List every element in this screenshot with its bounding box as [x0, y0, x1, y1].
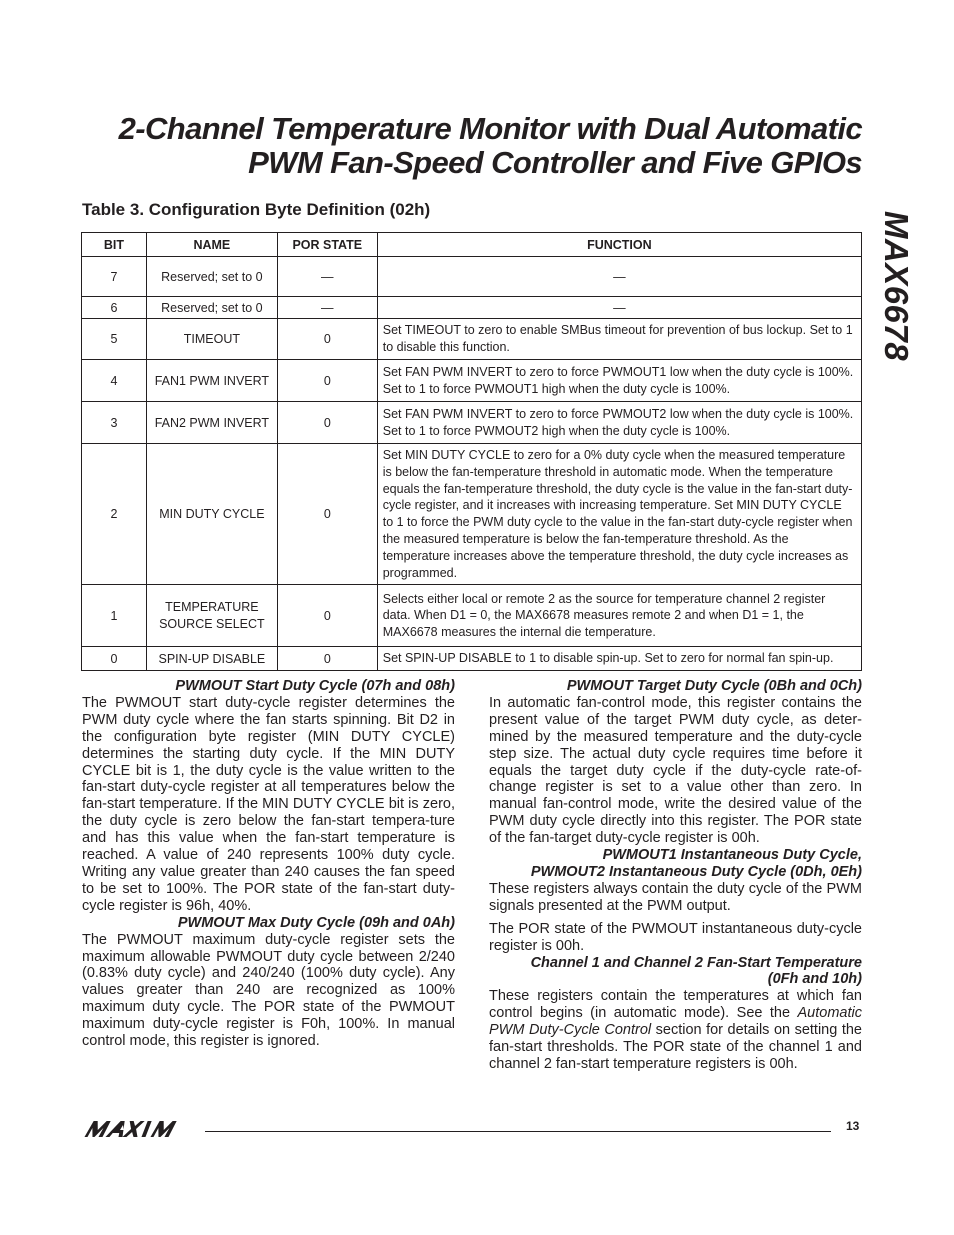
- cell-bit: 3: [82, 402, 147, 444]
- left-text-column: [82, 678, 455, 1050]
- header-name: NAME: [146, 233, 277, 257]
- cell-bit: 2: [82, 444, 147, 585]
- table-caption: Table 3. Configuration Byte Definition (02h): [82, 200, 431, 219]
- cell-bit: 4: [82, 360, 147, 402]
- cell-function: Set FAN PWM INVERT to zero to force PWMOUT2 low when the duty cycle is 100%. Set to 1 to force PWMOUT2 high when the duty cycle is 100%.: [377, 402, 861, 444]
- paragraph-fan-start: [489, 988, 862, 1073]
- part-number-text: MAX6678: [878, 210, 915, 362]
- cell-function: Set SPIN-UP DISABLE to 1 to disable spin-up. Set to zero for normal fan spin-up.: [377, 647, 861, 671]
- table-row: [82, 360, 862, 402]
- table-row: [82, 257, 862, 297]
- table-row: [82, 402, 862, 444]
- cell-name: FAN2 PWM INVERT: [146, 402, 277, 444]
- paragraph-max-duty: The PWMOUT maximum duty-cycle register sets the maximum allowable PWMOUT duty cycle between 2/240 (0.83% duty cycle) and 240/240 (100% duty cycle). Any values greater than 240 are recognized as 100% maximum duty cycle. The POR state of the PWMOUT maximum duty-cycle register is F0h, 100%. In manual control mode, this register is ignored.: [82, 931, 455, 1050]
- cell-function: —: [377, 297, 861, 319]
- cell-por: 0: [277, 402, 377, 444]
- title-line-1: 2-Channel Temperature Monitor with Dual Automatic: [118, 111, 862, 146]
- cell-bit: 0: [82, 647, 147, 671]
- page-number: 13: [846, 1119, 860, 1133]
- cell-name: Reserved; set to 0: [146, 257, 277, 297]
- cell-function: Set FAN PWM INVERT to zero to force PWMOUT1 low when the duty cycle is 100%. Set to 1 to force PWMOUT1 high when the duty cycle is 100%.: [377, 360, 861, 402]
- cell-bit: 6: [82, 297, 147, 319]
- cell-name: MIN DUTY CYCLE: [146, 444, 277, 585]
- header-function: FUNCTION: [377, 233, 861, 257]
- title-line-2: PWM Fan-Speed Controller and Five GPIOs: [248, 145, 862, 180]
- cell-por: 0: [277, 585, 377, 647]
- section-heading-instantaneous-line-2: PWMOUT2 Instantaneous Duty Cycle (0Dh, 0Eh): [530, 863, 862, 880]
- header-por-state: POR STATE: [277, 233, 377, 257]
- paragraph-target-duty: In automatic fan-control mode, this register contains the present value of the target PWM duty cycle, as deter-mined by the measured temperature and the duty-cycle step size. The actual duty cycle requires time before it equals the target duty cycle if the duty-cycle rate-of-change register is set to a value other than zero. In manual fan-control mode, write the desired value of the PWM duty cycle directly into this register. The POR state of the fan-target duty-cycle register is 00h.: [489, 694, 862, 847]
- table-row: [82, 585, 862, 647]
- cell-name: Reserved; set to 0: [146, 297, 277, 319]
- cell-por: 0: [277, 319, 377, 360]
- cell-function: Set TIMEOUT to zero to enable SMBus timeout for prevention of bus lockup. Set to 1 to disable this function.: [377, 319, 861, 360]
- section-heading-fan-start-line-2: (0Fh and 10h): [767, 971, 862, 988]
- table-row: [82, 647, 862, 671]
- table-row: [82, 297, 862, 319]
- cell-bit: 1: [82, 585, 147, 647]
- section-heading-fan-start-line-1: Channel 1 and Channel 2 Fan-Start Temperature: [530, 954, 862, 971]
- cell-por: 0: [277, 360, 377, 402]
- right-text-column: [489, 678, 862, 1073]
- section-heading-target-duty: PWMOUT Target Duty Cycle (0Bh and 0Ch): [566, 678, 862, 694]
- cell-name: TIMEOUT: [146, 319, 277, 360]
- paragraph-instantaneous-1: These registers always contain the duty cycle of the PWM signals presented at the PWM output.: [489, 880, 862, 914]
- part-number-side-label: [873, 206, 919, 366]
- header-bit: BIT: [82, 233, 147, 257]
- maxim-logo-icon: [84, 1120, 192, 1138]
- maxim-logo: [84, 1120, 192, 1143]
- cell-por: —: [277, 297, 377, 319]
- paragraph-start-duty: The PWMOUT start duty-cycle register determines the PWM duty cycle where the fan starts spinning. Bit D2 in the configuration byte register (MIN DUTY CYCLE) determines the starting duty cycle. If the MIN DUTY CYCLE bit is 1, the duty cycle is the value written to the fan-start duty-cycle register at all temperatures below the fan-start temperature. If the MIN DUTY CYCLE bit is zero, the duty cycle is zero below the fan-start tempera-ture and has this value when the fan-start temperature is reached. A value of 240 represents 100% duty cycle. Writing any value greater than 240 causes the fan speed to be set to 100%. The POR state of the fan-start duty-cycle register is 96h, 40%.: [82, 694, 455, 914]
- section-heading-start-duty: PWMOUT Start Duty Cycle (07h and 08h): [175, 678, 455, 694]
- fan-start-text-a: These registers contain the temperatures at which fan control begins (in automatic mode). See the: [489, 988, 862, 1022]
- document-title: [62, 112, 862, 180]
- cell-name: SPIN-UP DISABLE: [146, 647, 277, 671]
- cell-name: TEMPERATURE SOURCE SELECT: [146, 585, 277, 647]
- section-heading-instantaneous-line-1: PWMOUT1 Instantaneous Duty Cycle,: [602, 847, 862, 864]
- table-header-row: [82, 233, 862, 257]
- table-row: [82, 319, 862, 360]
- cell-bit: 7: [82, 257, 147, 297]
- fan-start-section-reference: Automatic PWM Duty-Cycle Control: [489, 1005, 862, 1039]
- table-row: [82, 444, 862, 585]
- footer-rule: [205, 1131, 831, 1132]
- configuration-byte-table: [81, 232, 862, 671]
- cell-function: Selects either local or remote 2 as the source for temperature channel 2 register data. When D1 = 0, the MAX6678 measures remote 2 and when D1 = 1, the MAX6678 measures the internal die temperature.: [377, 585, 861, 647]
- fan-start-text-b: section for details on setting the fan-start thresholds. The POR state of the channel 1 and channel 2 fan-start temperature registers is 00h.: [489, 1022, 862, 1072]
- section-heading-max-duty: PWMOUT Max Duty Cycle (09h and 0Ah): [177, 914, 455, 931]
- cell-por: 0: [277, 647, 377, 671]
- cell-function: Set MIN DUTY CYCLE to zero for a 0% duty cycle when the measured temperature is below the fan-temperature threshold in automatic mode. When the temperature equals the fan-temperature threshold, the duty cycle is the value in the fan-start duty-cycle register, and it increases with increasing temperature. Set MIN DUTY CYCLE to 1 to force the PWM duty cycle to the value in the fan-start duty-cycle register when the measured temperature is below the fan-temperature threshold. As the temperature increases above the temperature threshold, the duty cycle increases as programmed.: [377, 444, 861, 585]
- cell-bit: 5: [82, 319, 147, 360]
- cell-name: FAN1 PWM INVERT: [146, 360, 277, 402]
- cell-por: —: [277, 257, 377, 297]
- cell-por: 0: [277, 444, 377, 585]
- paragraph-instantaneous-2: The POR state of the PWMOUT instantaneous duty-cycle register is 00h.: [489, 920, 862, 954]
- cell-function: —: [377, 257, 861, 297]
